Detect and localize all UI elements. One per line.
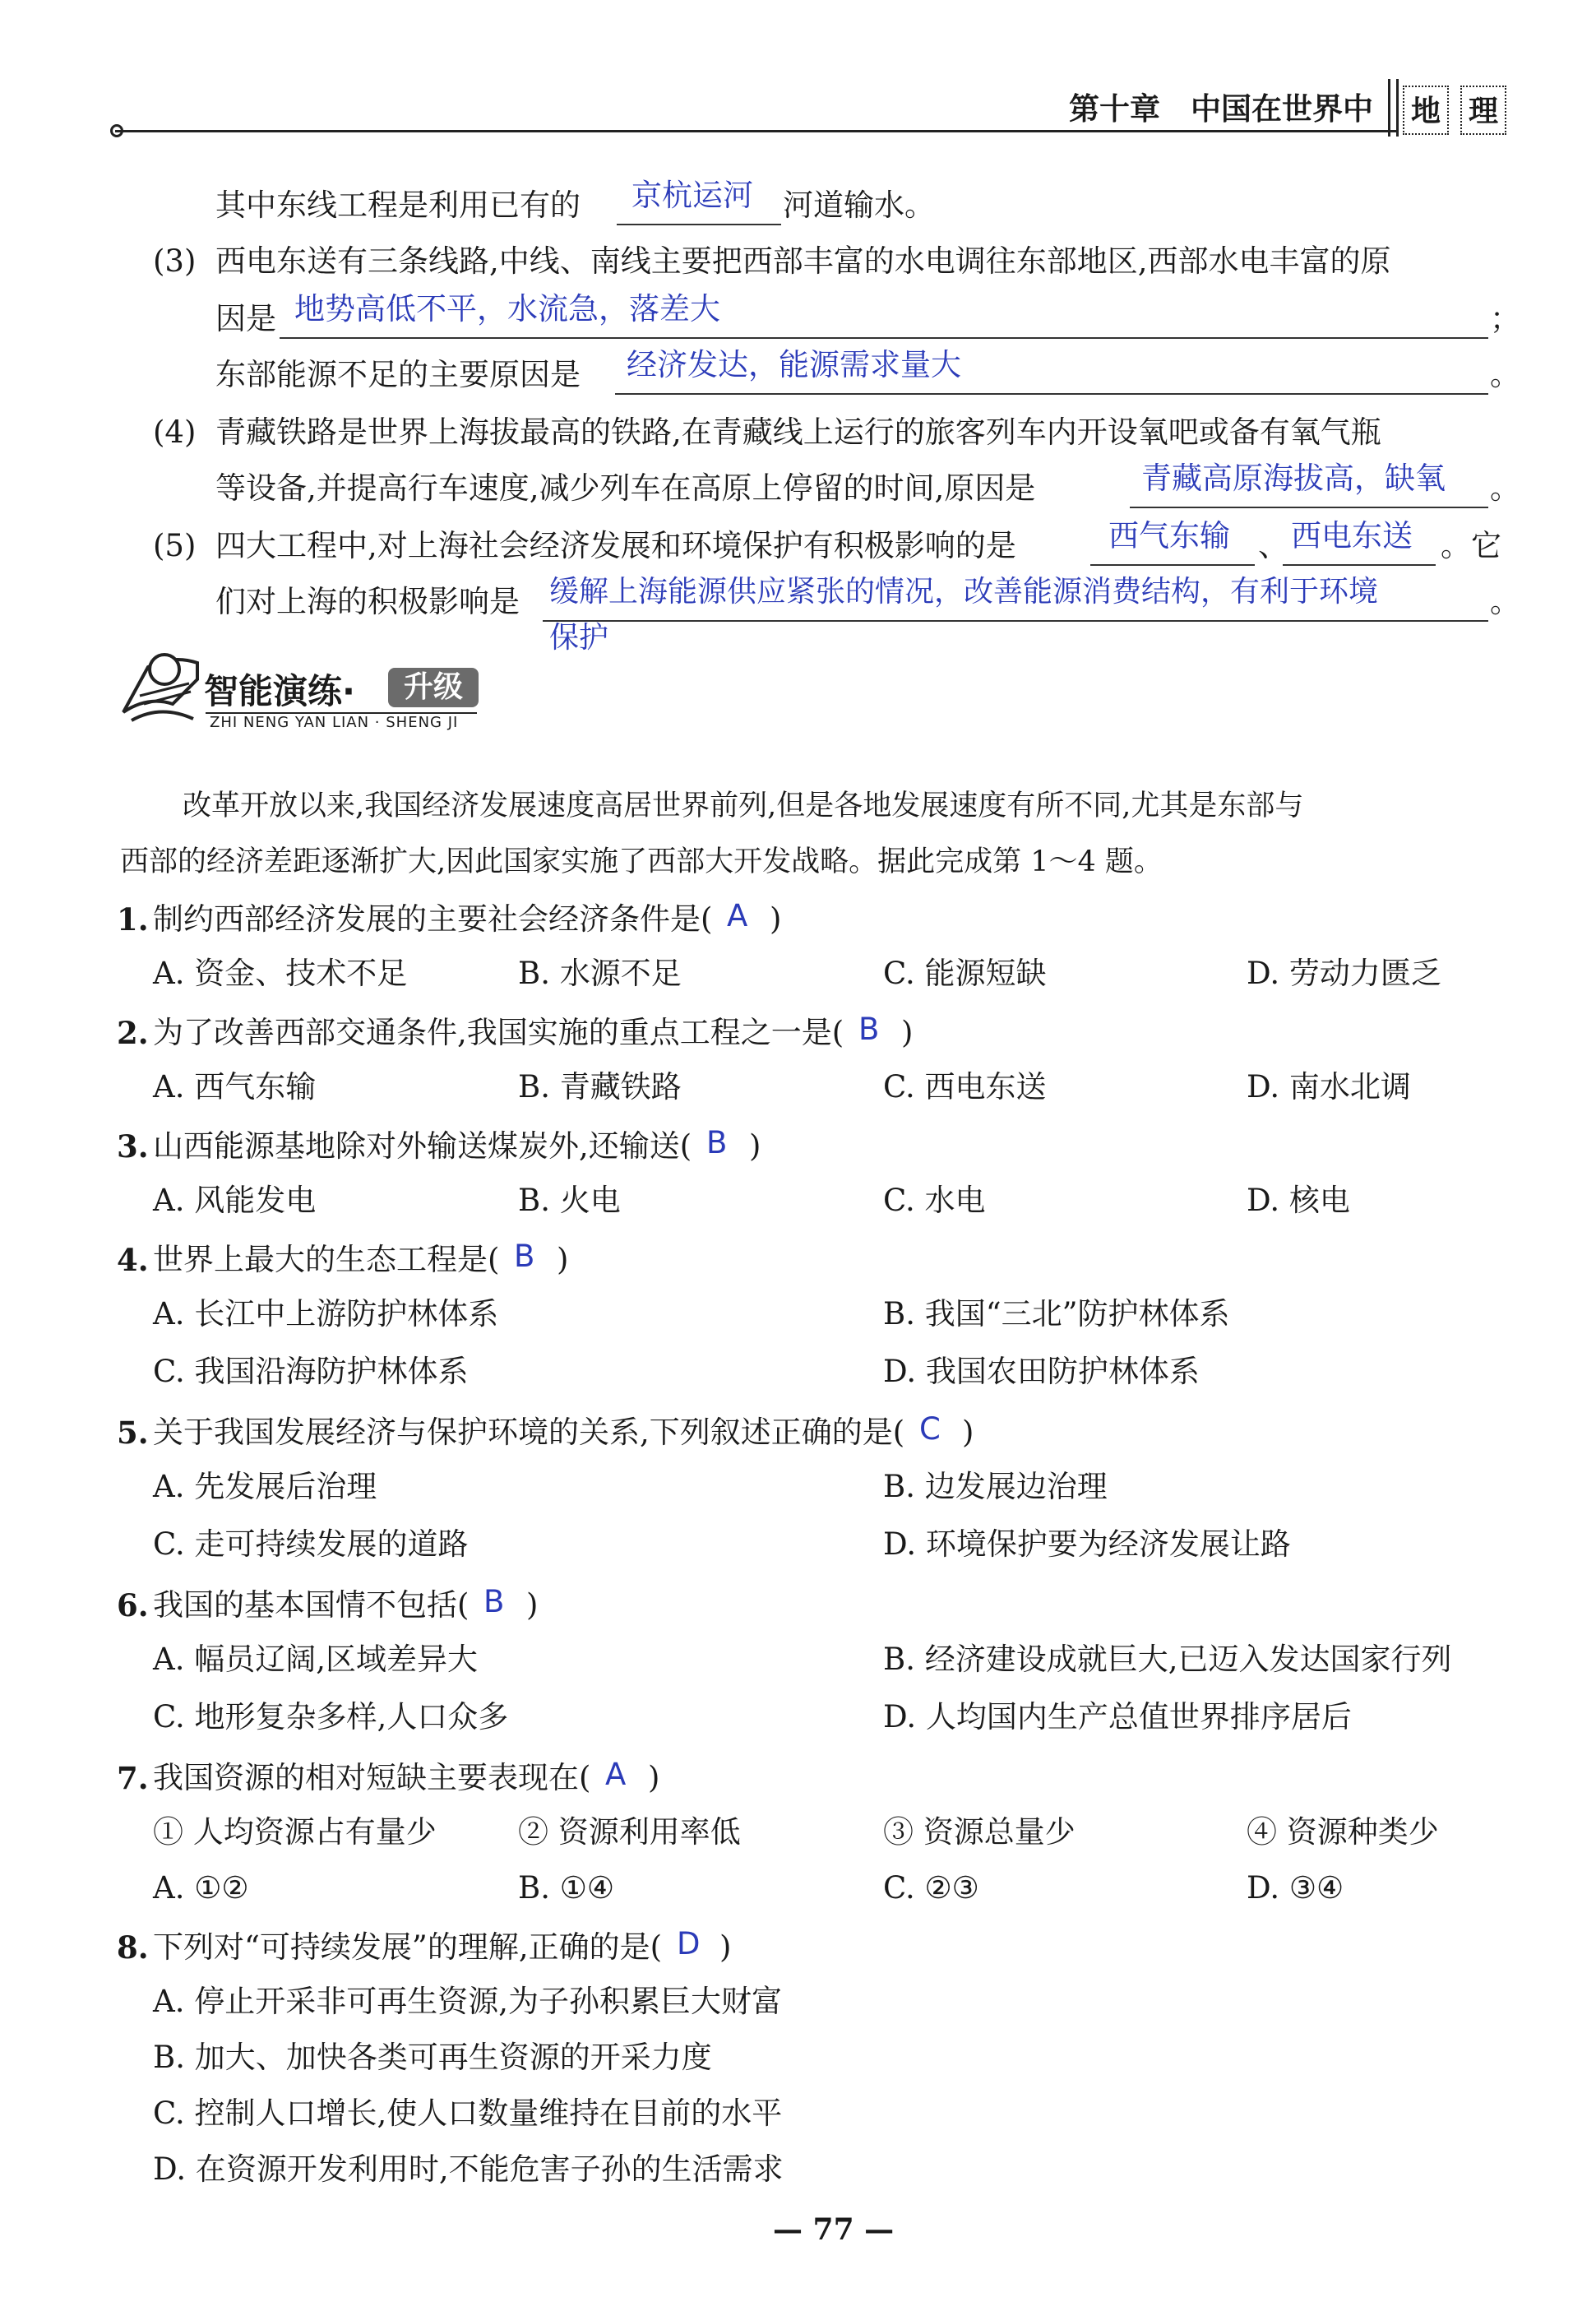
question-stem: 山西能源基地除对外输送煤炭外,还输送( bbox=[153, 1128, 692, 1164]
handwritten-answer: B bbox=[514, 1239, 535, 1274]
question-text: 因是 bbox=[215, 301, 276, 336]
question-text: 东部能源不足的主要原因是 bbox=[215, 357, 581, 392]
statement-item: ① 人均资源占有量少 bbox=[153, 1814, 437, 1850]
question-number: (5) bbox=[153, 528, 197, 563]
question-paren: ) bbox=[770, 901, 782, 937]
question-paren: ) bbox=[749, 1128, 761, 1164]
answer-option: C. 西电东送 bbox=[883, 1069, 1047, 1105]
question-number: (4) bbox=[153, 414, 197, 450]
question-paren: ) bbox=[526, 1587, 539, 1623]
header-divider bbox=[1388, 79, 1390, 137]
answer-option: A. 西气东输 bbox=[153, 1069, 317, 1105]
question-paren: ) bbox=[962, 1415, 974, 1450]
handwritten-answer: 保护 bbox=[549, 621, 609, 655]
section-title: 智能演练· bbox=[204, 671, 355, 711]
answer-option: D. 环境保护要为经济发展让路 bbox=[883, 1526, 1291, 1562]
intro-paragraph: 改革开放以来,我国经济发展速度高居世界前列,但是各地发展速度有所不同,尤其是东部与 bbox=[183, 790, 1304, 822]
answer-option: B. 我国“三北”防护林体系 bbox=[883, 1296, 1230, 1331]
question-stem: 关于我国发展经济与保护环境的关系,下列叙述正确的是( bbox=[153, 1415, 905, 1450]
intro-paragraph: 西部的经济差距逐渐扩大,因此国家实施了西部大开发战略。据此完成第 1～4 题。 bbox=[120, 845, 1163, 878]
answer-option: B. ①④ bbox=[518, 1870, 615, 1906]
answer-option: C. 走可持续发展的道路 bbox=[153, 1526, 469, 1562]
prior-line-text: 河道输水。 bbox=[783, 188, 935, 223]
answer-option: B. 青藏铁路 bbox=[518, 1069, 682, 1105]
answer-option: D. 我国农田防护林体系 bbox=[883, 1354, 1200, 1389]
answer-option: A. 停止开采非可再生资源,为子孙积累巨大财富 bbox=[153, 1984, 783, 2019]
answer-option: D. 劳动力匮乏 bbox=[1247, 956, 1441, 991]
answer-option: B. 经济建设成就巨大,已迈入发达国家行列 bbox=[883, 1642, 1452, 1677]
question-number: (3) bbox=[153, 243, 197, 279]
answer-option: B. 加大、加快各类可再生资源的开采力度 bbox=[153, 2040, 712, 2075]
question-paren: ) bbox=[648, 1760, 660, 1795]
question-text: 西电东送有三条线路,中线、南线主要把西部丰富的水电调往东部地区,西部水电丰富的原 bbox=[215, 243, 1391, 279]
section-badge: 升级 bbox=[388, 668, 479, 707]
answer-option: C. ②③ bbox=[883, 1870, 979, 1906]
question-number: 5. bbox=[117, 1415, 149, 1451]
question-number: 7. bbox=[117, 1760, 149, 1796]
handwritten-answer: 青藏高原海拔高，缺氧 bbox=[1141, 461, 1446, 496]
question-text: 们对上海的积极影响是 bbox=[215, 584, 520, 619]
question-text: 四大工程中,对上海社会经济发展和环境保护有积极影响的是 bbox=[215, 528, 1016, 563]
prior-line-text: 其中东线工程是利用已有的 bbox=[215, 188, 581, 223]
statement-item: ④ 资源种类少 bbox=[1247, 1814, 1439, 1850]
question-paren: ) bbox=[901, 1015, 914, 1050]
question-stem: 制约西部经济发展的主要社会经济条件是( bbox=[153, 901, 713, 937]
answer-option: D. 人均国内生产总值世界排序居后 bbox=[883, 1699, 1352, 1734]
question-text: 。它 bbox=[1441, 528, 1501, 563]
answer-option: D. 核电 bbox=[1247, 1183, 1350, 1218]
question-number: 2. bbox=[117, 1015, 149, 1051]
handwritten-answer: 缓解上海能源供应紧张的情况，改善能源消费结构，有利于环境 bbox=[549, 575, 1379, 609]
handwritten-answer: 地势高低不平，水流急，落差大 bbox=[294, 291, 720, 327]
answer-option: B. 水源不足 bbox=[518, 956, 682, 991]
answer-option: D. 在资源开发利用时,不能危害子孙的生活需求 bbox=[153, 2151, 784, 2187]
question-text: 青藏铁路是世界上海拔最高的铁路,在青藏线上运行的旅客列车内开设氧吧或备有氧气瓶 bbox=[215, 414, 1381, 450]
answer-option: D. 南水北调 bbox=[1247, 1069, 1411, 1105]
answer-option: B. 火电 bbox=[518, 1183, 621, 1218]
handwritten-answer: D bbox=[677, 1926, 701, 1961]
answer-option: C. 我国沿海防护林体系 bbox=[153, 1354, 469, 1389]
header-divider bbox=[1396, 79, 1399, 137]
punctuation: ； bbox=[1490, 301, 1520, 336]
answer-option: C. 水电 bbox=[883, 1183, 986, 1218]
handwritten-answer: 西气东输 bbox=[1108, 518, 1230, 553]
question-text: 等设备,并提高行车速度,减少列车在高原上停留的时间,原因是 bbox=[215, 470, 1036, 506]
handwritten-answer: B bbox=[858, 1012, 880, 1047]
handwritten-answer: C bbox=[919, 1411, 941, 1447]
handwritten-answer: A bbox=[727, 898, 748, 933]
statement-item: ② 资源利用率低 bbox=[518, 1814, 741, 1850]
answer-option: A. 先发展后治理 bbox=[153, 1469, 377, 1504]
question-paren: ) bbox=[557, 1242, 569, 1277]
handwritten-answer: 西电东送 bbox=[1291, 518, 1413, 553]
question-paren: ) bbox=[719, 1929, 732, 1965]
section-subtitle: ZHI NENG YAN LIAN · SHENG JI bbox=[210, 714, 459, 731]
answer-option: A. 资金、技术不足 bbox=[153, 956, 408, 991]
statement-item: ③ 资源总量少 bbox=[883, 1814, 1076, 1850]
question-number: 4. bbox=[117, 1242, 149, 1278]
question-stem: 我国资源的相对短缺主要表现在( bbox=[153, 1760, 591, 1795]
answer-option: C. 能源短缺 bbox=[883, 956, 1047, 991]
header-rule bbox=[115, 130, 1398, 132]
subject-char-box: 地 bbox=[1403, 86, 1449, 135]
question-number: 1. bbox=[117, 901, 149, 938]
chapter-title: 第十章 中国在世界中 bbox=[1069, 90, 1373, 127]
punctuation: 。 bbox=[1490, 357, 1520, 392]
question-stem: 下列对“可持续发展”的理解,正确的是( bbox=[153, 1929, 663, 1965]
question-number: 8. bbox=[117, 1929, 149, 1966]
handwritten-answer: B bbox=[706, 1125, 728, 1160]
question-stem: 为了改善西部交通条件,我国实施的重点工程之一是( bbox=[153, 1015, 844, 1050]
handwritten-answer: 经济发达，能源需求量大 bbox=[627, 347, 961, 382]
punctuation: 。 bbox=[1490, 470, 1520, 506]
question-number: 6. bbox=[117, 1587, 149, 1623]
subject-char-box: 理 bbox=[1460, 86, 1506, 135]
handwritten-answer: B bbox=[483, 1584, 505, 1619]
answer-option: D. ③④ bbox=[1247, 1870, 1344, 1906]
answer-option: A. 长江中上游防护林体系 bbox=[153, 1296, 499, 1331]
answer-option: C. 控制人口增长,使人口数量维持在目前的水平 bbox=[153, 2096, 783, 2131]
question-number: 3. bbox=[117, 1128, 149, 1165]
page-number: — 77 — bbox=[773, 2212, 895, 2247]
punctuation: 。 bbox=[1490, 584, 1520, 619]
answer-option: A. 幅员辽阔,区域差异大 bbox=[153, 1642, 479, 1677]
book-person-icon bbox=[115, 646, 207, 732]
answer-option: A. ①② bbox=[153, 1870, 249, 1906]
question-stem: 我国的基本国情不包括( bbox=[153, 1587, 470, 1623]
answer-option: B. 边发展边治理 bbox=[883, 1469, 1108, 1504]
handwritten-answer: A bbox=[605, 1757, 627, 1792]
punctuation: 、 bbox=[1258, 528, 1288, 563]
handwritten-answer: 京杭运河 bbox=[631, 178, 753, 213]
answer-option: C. 地形复杂多样,人口众多 bbox=[153, 1699, 509, 1734]
answer-option: A. 风能发电 bbox=[153, 1183, 317, 1218]
question-stem: 世界上最大的生态工程是( bbox=[153, 1242, 500, 1277]
